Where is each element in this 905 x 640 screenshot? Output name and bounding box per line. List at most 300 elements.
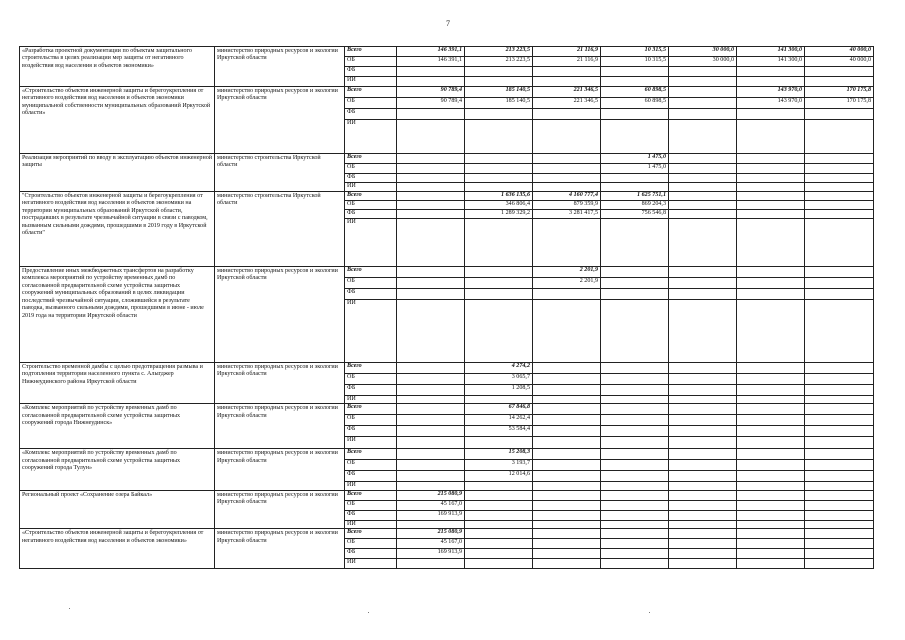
amount-cell — [397, 120, 465, 154]
amount-cell — [669, 449, 737, 460]
funding-source: ФБ — [345, 510, 397, 520]
amount-cell — [465, 500, 533, 510]
amount-cell — [465, 278, 533, 289]
amount-cell — [601, 109, 669, 120]
amount-cell — [737, 510, 805, 520]
amount-cell — [737, 396, 805, 404]
funding-source: ИИ — [345, 77, 397, 87]
amount-cell — [805, 300, 874, 363]
funding-source: Всего — [345, 363, 397, 374]
amount-cell — [737, 67, 805, 77]
amount-cell — [805, 460, 874, 471]
amount-cell — [805, 510, 874, 520]
amount-cell — [397, 520, 465, 528]
amount-cell: 40 000,0 — [805, 47, 874, 57]
executor-name: министерство природных ресурсов и экологии Иркутской области — [215, 267, 345, 363]
amount-cell: 12 014,6 — [465, 471, 533, 482]
amount-cell: 756 546,8 — [601, 210, 669, 219]
amount-cell — [397, 183, 465, 192]
amount-cell — [533, 539, 601, 549]
executor-name: министерство природных ресурсов и экологии Иркутской области — [215, 449, 345, 490]
amount-cell: 1 625 751,1 — [601, 192, 669, 201]
table-row — [20, 47, 874, 57]
amount-cell — [805, 192, 874, 201]
executor-name: министерство природных ресурсов и экологии Иркутской области — [215, 87, 345, 154]
amount-cell: 213 223,5 — [465, 47, 533, 57]
amount-cell — [601, 374, 669, 385]
amount-cell — [737, 482, 805, 490]
amount-cell — [601, 460, 669, 471]
amount-cell: 45 167,0 — [397, 500, 465, 510]
table-row — [20, 192, 874, 201]
amount-cell — [737, 300, 805, 363]
amount-cell — [737, 539, 805, 549]
amount-cell — [533, 164, 601, 174]
amount-cell — [669, 549, 737, 559]
executor-name: министерство природных ресурсов и экологии Иркутской области — [215, 404, 345, 449]
amount-cell — [737, 219, 805, 267]
measure-description: «Строительство объектов инженерной защиты и берегоукрепления от негативного воздействия вод населения и объектов экономики муниципальной собственности муниципальных образований Иркутской области» — [20, 87, 215, 154]
funding-source: ФБ — [345, 549, 397, 559]
table-row — [20, 154, 874, 164]
scan-speck: · — [648, 607, 651, 617]
amount-cell — [397, 374, 465, 385]
amount-cell: 30 000,0 — [669, 57, 737, 67]
amount-cell — [737, 363, 805, 374]
amount-cell — [601, 482, 669, 490]
amount-cell — [669, 374, 737, 385]
amount-cell — [737, 154, 805, 164]
funding-source: ФБ — [345, 174, 397, 183]
amount-cell — [601, 174, 669, 183]
amount-cell — [805, 210, 874, 219]
amount-cell — [805, 120, 874, 154]
measure-description: Региональный проект «Сохранение озера Байкал» — [20, 490, 215, 528]
amount-cell: 1 475,0 — [601, 164, 669, 174]
amount-cell — [669, 174, 737, 183]
amount-cell — [601, 183, 669, 192]
funding-source: ОБ — [345, 415, 397, 426]
amount-cell: 53 584,4 — [465, 426, 533, 437]
amount-cell: 3 193,7 — [465, 460, 533, 471]
amount-cell — [397, 201, 465, 210]
funding-source: ОБ — [345, 98, 397, 109]
amount-cell: 215 080,9 — [397, 490, 465, 500]
amount-cell — [465, 490, 533, 500]
amount-cell: 4 160 777,4 — [533, 192, 601, 201]
scan-speck: · — [68, 603, 71, 613]
executor-name: министерство строительства Иркутской области — [215, 154, 345, 192]
measure-description: «Комплекс мероприятий по устройству временных дамб по согласованной предварительной схеме устройства защитных сооружений города Нижнеудинск» — [20, 404, 215, 449]
amount-cell — [465, 300, 533, 363]
funding-source: ОБ — [345, 460, 397, 471]
funding-source: ОБ — [345, 374, 397, 385]
amount-cell: 143 970,0 — [737, 87, 805, 98]
amount-cell — [805, 154, 874, 164]
amount-cell — [737, 164, 805, 174]
amount-cell: 346 806,4 — [465, 201, 533, 210]
amount-cell — [397, 363, 465, 374]
funding-source: ОБ — [345, 57, 397, 67]
amount-cell — [805, 559, 874, 569]
amount-cell — [805, 278, 874, 289]
amount-cell — [465, 482, 533, 490]
funding-source: Всего — [345, 404, 397, 415]
amount-cell — [737, 120, 805, 154]
executor-name: министерство природных ресурсов и экологии Иркутской области — [215, 529, 345, 569]
amount-cell — [737, 460, 805, 471]
amount-cell — [669, 529, 737, 539]
amount-cell — [669, 520, 737, 528]
amount-cell — [601, 529, 669, 539]
amount-cell — [669, 385, 737, 396]
amount-cell — [601, 120, 669, 154]
funding-source: ИИ — [345, 559, 397, 569]
amount-cell — [669, 164, 737, 174]
amount-cell: 67 846,8 — [465, 404, 533, 415]
amount-cell — [669, 559, 737, 569]
amount-cell — [465, 520, 533, 528]
amount-cell — [601, 396, 669, 404]
amount-cell — [805, 183, 874, 192]
amount-cell — [669, 109, 737, 120]
measure-description: «Строительство объектов инженерной защиты и берегоукрепления от негативного воздействия вод населения и объектов экономики» — [20, 529, 215, 569]
amount-cell: 90 789,4 — [397, 98, 465, 109]
amount-cell — [805, 520, 874, 528]
amount-cell — [669, 289, 737, 300]
amount-cell — [601, 300, 669, 363]
amount-cell — [669, 77, 737, 87]
budget-table — [19, 46, 874, 569]
amount-cell: 1 208,5 — [465, 385, 533, 396]
table-row — [20, 529, 874, 539]
amount-cell — [805, 471, 874, 482]
amount-cell: 215 080,9 — [397, 529, 465, 539]
amount-cell — [669, 183, 737, 192]
amount-cell — [805, 539, 874, 549]
amount-cell — [465, 289, 533, 300]
funding-source: ИИ — [345, 396, 397, 404]
amount-cell — [397, 396, 465, 404]
amount-cell — [533, 415, 601, 426]
amount-cell — [737, 426, 805, 437]
amount-cell — [533, 404, 601, 415]
page-number: 7 — [446, 19, 450, 28]
amount-cell: 21 116,9 — [533, 57, 601, 67]
funding-source: ФБ — [345, 289, 397, 300]
table-row — [20, 87, 874, 98]
amount-cell — [465, 267, 533, 278]
amount-cell: 3 065,7 — [465, 374, 533, 385]
amount-cell — [397, 289, 465, 300]
amount-cell — [669, 490, 737, 500]
amount-cell — [397, 460, 465, 471]
amount-cell: 1 636 135,6 — [465, 192, 533, 201]
amount-cell — [601, 449, 669, 460]
funding-source: ИИ — [345, 300, 397, 363]
amount-cell — [737, 192, 805, 201]
table-row — [20, 404, 874, 415]
amount-cell: 141 300,0 — [737, 47, 805, 57]
amount-cell — [465, 67, 533, 77]
amount-cell — [737, 529, 805, 539]
amount-cell — [533, 219, 601, 267]
amount-cell — [601, 289, 669, 300]
amount-cell — [805, 363, 874, 374]
amount-cell — [465, 77, 533, 87]
amount-cell — [465, 437, 533, 449]
amount-cell: 185 140,5 — [465, 98, 533, 109]
amount-cell — [533, 471, 601, 482]
amount-cell — [465, 539, 533, 549]
amount-cell: 10 315,5 — [601, 47, 669, 57]
amount-cell — [669, 471, 737, 482]
amount-cell — [601, 471, 669, 482]
amount-cell — [601, 363, 669, 374]
funding-source: ФБ — [345, 67, 397, 77]
amount-cell — [669, 510, 737, 520]
amount-cell: 60 898,5 — [601, 87, 669, 98]
amount-cell — [465, 219, 533, 267]
amount-cell: 185 140,5 — [465, 87, 533, 98]
amount-cell — [533, 549, 601, 559]
amount-cell — [601, 404, 669, 415]
amount-cell — [737, 559, 805, 569]
amount-cell — [533, 385, 601, 396]
funding-source: ИИ — [345, 219, 397, 267]
amount-cell — [397, 210, 465, 219]
amount-cell: 213 223,5 — [465, 57, 533, 67]
amount-cell — [737, 437, 805, 449]
measure-description: «Разработка проектной документации по объектам защитального строительства в целях реализации мер защиты от негативного воздействия вод населения и объектов экономики» — [20, 47, 215, 87]
amount-cell: 146 391,1 — [397, 57, 465, 67]
amount-cell — [533, 183, 601, 192]
amount-cell — [601, 67, 669, 77]
amount-cell — [601, 549, 669, 559]
measure-description: «Комплекс мероприятий по устройству временных дамб по согласованной предварительной схеме устройства защитных сооружений города Тулун» — [20, 449, 215, 490]
amount-cell — [737, 174, 805, 183]
amount-cell — [533, 77, 601, 87]
amount-cell — [533, 449, 601, 460]
amount-cell — [465, 559, 533, 569]
amount-cell — [601, 415, 669, 426]
amount-cell — [737, 385, 805, 396]
amount-cell — [601, 267, 669, 278]
amount-cell: 141 300,0 — [737, 57, 805, 67]
amount-cell: 2 201,9 — [533, 278, 601, 289]
amount-cell — [669, 278, 737, 289]
amount-cell — [533, 396, 601, 404]
funding-source: ОБ — [345, 201, 397, 210]
funding-source: ИИ — [345, 482, 397, 490]
amount-cell — [465, 120, 533, 154]
funding-source: ФБ — [345, 471, 397, 482]
amount-cell — [737, 77, 805, 87]
table-row — [20, 363, 874, 374]
amount-cell — [533, 289, 601, 300]
amount-cell — [669, 219, 737, 267]
amount-cell — [737, 520, 805, 528]
funding-source: ОБ — [345, 539, 397, 549]
amount-cell — [737, 289, 805, 300]
amount-cell: 170 175,8 — [805, 87, 874, 98]
amount-cell — [669, 98, 737, 109]
amount-cell — [533, 174, 601, 183]
amount-cell — [533, 510, 601, 520]
amount-cell — [805, 404, 874, 415]
executor-name: министерство природных ресурсов и экологии Иркутской области — [215, 47, 345, 87]
amount-cell: 143 970,0 — [737, 98, 805, 109]
amount-cell — [805, 267, 874, 278]
funding-source: ИИ — [345, 520, 397, 528]
amount-cell — [533, 109, 601, 120]
amount-cell — [397, 192, 465, 201]
amount-cell — [601, 510, 669, 520]
amount-cell — [737, 183, 805, 192]
amount-cell — [533, 120, 601, 154]
amount-cell: 2 201,9 — [533, 267, 601, 278]
amount-cell — [397, 67, 465, 77]
amount-cell: 869 204,3 — [601, 201, 669, 210]
amount-cell — [601, 385, 669, 396]
amount-cell — [737, 500, 805, 510]
amount-cell: 169 913,9 — [397, 510, 465, 520]
amount-cell — [669, 460, 737, 471]
amount-cell — [465, 510, 533, 520]
amount-cell — [805, 529, 874, 539]
amount-cell — [533, 154, 601, 164]
amount-cell: 169 913,9 — [397, 549, 465, 559]
amount-cell — [397, 300, 465, 363]
amount-cell — [397, 437, 465, 449]
amount-cell — [397, 278, 465, 289]
funding-source: ОБ — [345, 164, 397, 174]
amount-cell — [533, 300, 601, 363]
amount-cell: 146 391,1 — [397, 47, 465, 57]
amount-cell — [465, 529, 533, 539]
amount-cell — [805, 109, 874, 120]
scan-speck: · — [367, 607, 370, 617]
amount-cell — [669, 539, 737, 549]
amount-cell — [533, 529, 601, 539]
amount-cell — [669, 300, 737, 363]
amount-cell: 14 262,4 — [465, 415, 533, 426]
funding-source: Всего — [345, 449, 397, 460]
amount-cell — [805, 385, 874, 396]
amount-cell — [737, 109, 805, 120]
amount-cell — [737, 549, 805, 559]
table-row — [20, 490, 874, 500]
executor-name: министерство природных ресурсов и экологии Иркутской области — [215, 490, 345, 528]
amount-cell — [465, 174, 533, 183]
funding-source: Всего — [345, 87, 397, 98]
amount-cell: 30 000,0 — [669, 47, 737, 57]
amount-cell — [601, 520, 669, 528]
amount-cell — [805, 77, 874, 87]
amount-cell — [805, 174, 874, 183]
amount-cell — [397, 109, 465, 120]
amount-cell — [737, 201, 805, 210]
amount-cell: 60 898,5 — [601, 98, 669, 109]
executor-name: министерство строительства Иркутской области — [215, 192, 345, 267]
amount-cell — [669, 404, 737, 415]
amount-cell — [397, 415, 465, 426]
amount-cell: 221 346,5 — [533, 87, 601, 98]
executor-name: министерство природных ресурсов и экологии Иркутской области — [215, 363, 345, 404]
funding-source: ИИ — [345, 120, 397, 154]
amount-cell: 90 789,4 — [397, 87, 465, 98]
amount-cell — [533, 67, 601, 77]
funding-source: Всего — [345, 490, 397, 500]
funding-source: ОБ — [345, 278, 397, 289]
funding-source: Всего — [345, 47, 397, 57]
amount-cell — [601, 559, 669, 569]
amount-cell — [465, 154, 533, 164]
amount-cell: 4 274,2 — [465, 363, 533, 374]
funding-source: Всего — [345, 192, 397, 201]
funding-source: ФБ — [345, 426, 397, 437]
measure-description: "Строительство объектов инженерной защиты и берегоукрепления от негативного воздействия вод населения и объектов экономики на территории муниципальных образований Иркутской области, пострадавших в результате чрезвычайной ситуации в связи с паводком, вызванным сильными дождями, прошедшими в 2019 году в Иркутской области" — [20, 192, 215, 267]
table-row — [20, 267, 874, 278]
amount-cell — [737, 490, 805, 500]
amount-cell — [805, 490, 874, 500]
amount-cell: 1 475,0 — [601, 154, 669, 164]
amount-cell — [737, 374, 805, 385]
amount-cell — [533, 460, 601, 471]
amount-cell: 879 359,9 — [533, 201, 601, 210]
amount-cell — [601, 500, 669, 510]
funding-source: ИИ — [345, 183, 397, 192]
amount-cell — [669, 363, 737, 374]
amount-cell: 1 289 329,2 — [465, 210, 533, 219]
amount-cell — [737, 471, 805, 482]
amount-cell — [397, 174, 465, 183]
amount-cell — [669, 396, 737, 404]
measure-description: Реализация мероприятий по вводу в эксплуатацию объектов инженерной защиты — [20, 154, 215, 192]
amount-cell — [533, 559, 601, 569]
amount-cell — [669, 415, 737, 426]
amount-cell — [737, 210, 805, 219]
amount-cell — [805, 219, 874, 267]
amount-cell — [397, 267, 465, 278]
amount-cell — [669, 500, 737, 510]
amount-cell — [601, 539, 669, 549]
funding-source: ФБ — [345, 210, 397, 219]
amount-cell — [737, 415, 805, 426]
amount-cell — [805, 201, 874, 210]
amount-cell — [805, 374, 874, 385]
funding-source: ФБ — [345, 109, 397, 120]
amount-cell — [533, 490, 601, 500]
amount-cell — [805, 164, 874, 174]
amount-cell — [805, 396, 874, 404]
amount-cell — [465, 549, 533, 559]
funding-source: ОБ — [345, 500, 397, 510]
amount-cell — [397, 559, 465, 569]
amount-cell — [805, 67, 874, 77]
amount-cell — [397, 426, 465, 437]
amount-cell — [669, 67, 737, 77]
measure-description: Строительство временной дамбы с целью предотвращения размыва и подтопления территории населенного пункта с. Алыгджер Нижнеудинского района Иркутской области — [20, 363, 215, 404]
amount-cell — [601, 219, 669, 267]
amount-cell — [601, 77, 669, 87]
amount-cell — [669, 426, 737, 437]
amount-cell — [397, 385, 465, 396]
amount-cell — [669, 201, 737, 210]
funding-source: Всего — [345, 154, 397, 164]
amount-cell — [601, 278, 669, 289]
amount-cell — [533, 363, 601, 374]
